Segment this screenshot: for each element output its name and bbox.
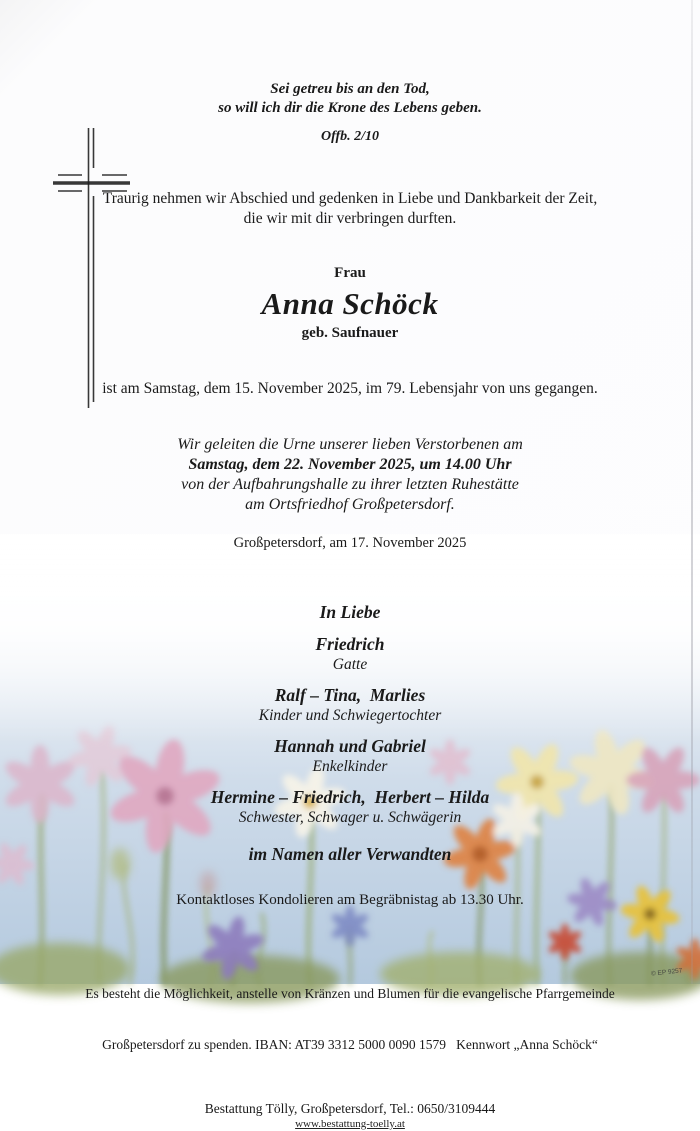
funeral-date-time: Samstag, dem 22. November 2025, um 14.00 Uhr [188,456,512,473]
funeral-line-3: von der Aufbahrungshalle zu ihrer letzten Ruhestätte [181,476,519,493]
maiden-name: geb. Saufnauer [301,325,399,341]
mourner-relation: Enkelkinder [312,758,388,775]
mourner-names: Ralf – Tina, Marlies [274,685,426,705]
mourner-relation: Kinder und Schwiegertochter [258,707,442,724]
mourner-relation: Gatte [332,656,368,673]
quote-line-1: Sei getreu bis an den Tod, [270,81,430,97]
intro-line-2: die wir mit dir verbringen durften. [243,209,457,227]
place-dateline: Großpetersdorf, am 17. November 2025 [233,535,467,551]
mourner-relation: Schwester, Schwager u. Schwägerin [238,809,462,826]
mourner-entry [0,634,700,674]
funeral-details [0,435,700,515]
funeral-line-4: am Ortsfriedhof Großpetersdorf. [245,496,455,513]
donation-line-1: Es besteht die Möglichkeit, anstelle von Kränzen und Blumen für die evangelische Pfarrgemeinde [85,986,615,1001]
funeral-line-1: Wir geleiten die Urne unserer lieben Verstorbenen am [177,436,523,453]
mourner-names: Friedrich [315,634,385,654]
mourner-entry [0,787,700,827]
website-link[interactable]: www.bestattung-toelly.at [295,1118,405,1130]
funeral-home-website [0,1117,700,1131]
print-code: © EP 9257 [650,967,683,978]
salutation: Frau [334,265,366,281]
mourner-names: Hannah und Gabriel [274,736,426,756]
closing-line: im Namen aller Verwandten [248,844,452,864]
deceased-name: Anna Schöck [261,286,439,321]
donation-note [0,951,700,1087]
death-announcement: ist am Samstag, dem 15. November 2025, im 79. Lebensjahr von uns gegangen. [102,380,598,397]
mourner-entry [0,685,700,725]
intro-line-1: Traurig nehmen wir Abschied und gedenken in Liebe und Dankbarkeit der Zeit, [102,190,598,207]
mourner-names: Hermine – Friedrich, Herbert – Hilda [210,787,490,807]
quote-source: Offb. 2/10 [320,129,380,144]
intro-paragraph [0,189,700,228]
in-love-heading: In Liebe [319,602,381,622]
scan-edge-artifact [691,0,693,984]
quote-line-2: so will ich dir die Krone des Lebens geben. [218,100,482,116]
condolence-note: Kontaktloses Kondolieren am Begräbnistag ab 13.30 Uhr. [176,892,524,908]
bible-quote [0,80,700,118]
donation-line-2: Großpetersdorf zu spenden. IBAN: AT39 3312 5000 0090 1579 Kennwort „Anna Schöck“ [102,1037,598,1052]
funeral-home-contact: Bestattung Tölly, Großpetersdorf, Tel.: 0650/3109444 [204,1101,496,1116]
mourner-entry [0,736,700,776]
